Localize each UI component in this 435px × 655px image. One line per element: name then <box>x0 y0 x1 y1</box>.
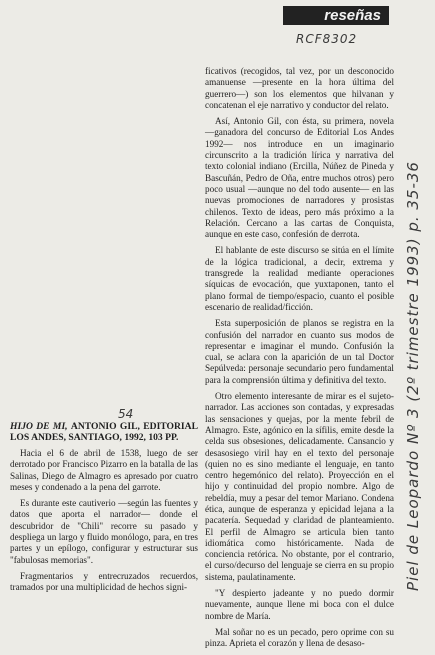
book-title: HIJO DE MI, <box>10 421 68 432</box>
review-body-left-column <box>10 421 198 599</box>
paragraph: Otro elemento interesante de mirar es el sujeto-narrador. Las acciones son contadas, y expresadas las sensaciones y quejas, por la mente febril de Almagro. Este, agónico en la sífilis, emite desde la celda sus obsesiones, delicadamente. Cansancio y desasosiego viril hay en el texto del personaje (quien no es sino mediante el lenguaje, en tanto centro hegemónico del relato). Proyección en el hijo y continuidad del propio nombre. Algo de rebeldía, muy a pesar del temor Mariano. Condena ética, aunque de esperanza y epicidad lejana a la pacatería. Sequedad y claridad de planteamiento. El perfil de Almagro se articula bien tanto idiomática como históricamente. Nada de conciencia retórica. No obstante, por el contrario, el curso/decurso del lenguaje se cierra en su propio sistema, paulatinamente. <box>205 391 394 582</box>
handwritten-source-note: Piel de Leopardo Nº 3 (2º trimestre 1993) p. 35-36 <box>404 161 422 591</box>
paragraph: Mal soñar no es un pecado, pero oprime con su pinza. Aprieta el corazón y llena de desaso- <box>205 626 394 649</box>
paragraph: "Y despierto jadeante y no puedo dormir nuevamente, aunque llene mi boca con el dulce nombre de María. <box>205 588 394 621</box>
book-publication-details: ANTONIO GIL, EDITORIAL LOS ANDES, SANTIAGO, 1992, 103 PP. <box>10 421 198 443</box>
paragraph: Así, Antonio Gil, con ésta, su primera, novela —ganadora del concurso de Editorial Los Andes 1992— nos introduce en un imaginario circunscrito a la tradición lírica y narrativa del texto colonial indiano (Ercilla, Núñez de Pineda y Bascuñán, Pedro de Oña, entre muchos otros) pero poco usual —aunque no del todo ausente— en las nuevas promociones de narradores y prosistas chilenos. Texto de ideas, pero más próximo a la Relación. Cercano a las cartas de Conquista, aunque en este caso, confesión de derrota. <box>205 116 394 240</box>
book-reference <box>10 421 198 443</box>
paragraph: Fragmentarios y entrecruzados recuerdos, tramados por una multiplicidad de hechos signi- <box>10 570 198 593</box>
handwritten-call-number: RCF8302 <box>296 32 358 46</box>
paragraph: El hablante de este discurso se sitúa en el límite de la lógica tradicional, a decir, extrema y transgrede la realidad mediante operaciones síquicas de evocación, que yuxtaponen, tanto el plano formal de tiempo/espacio, cuanto el posible escenario de realidad/ficción. <box>205 245 394 312</box>
review-body-right-column <box>205 66 394 655</box>
paragraph: Esta superposición de planos se registra en la confusión del narrador en cuanto sus modos de representar e imaginar el mundo. Confusión la cual, se aclara con la aparición de un tal Doctor Sepúlveda: personaje secundario pero fundamental para la comprensión última y definitiva del texto. <box>205 318 394 385</box>
handwritten-page-number: 54 <box>118 407 134 421</box>
section-header: reseñas <box>283 6 389 25</box>
paragraph: Hacia el 6 de abril de 1538, luego de ser derrotado por Francisco Pizarro en la batalla de las Salinas, Diego de Almagro es apresado por cuatro meses y condenado a la pena del garrote. <box>10 448 198 492</box>
paragraph: Es durante este cautiverio —según las fuentes y datos que aporta el narrador— donde el descubridor de "Chili" recorre su pasado y despliega un largo y fluido monólogo, para, en tres partes y un epílogo, configurar y estructurar sus "fabulosas memorias". <box>10 498 198 565</box>
paragraph: ficativos (recogidos, tal vez, por un desconocido amanuense —presente en la hora última del guerrero—) son los elementos que hilvanan y concatenan el eje narrativo y conductor del relato. <box>205 66 394 110</box>
